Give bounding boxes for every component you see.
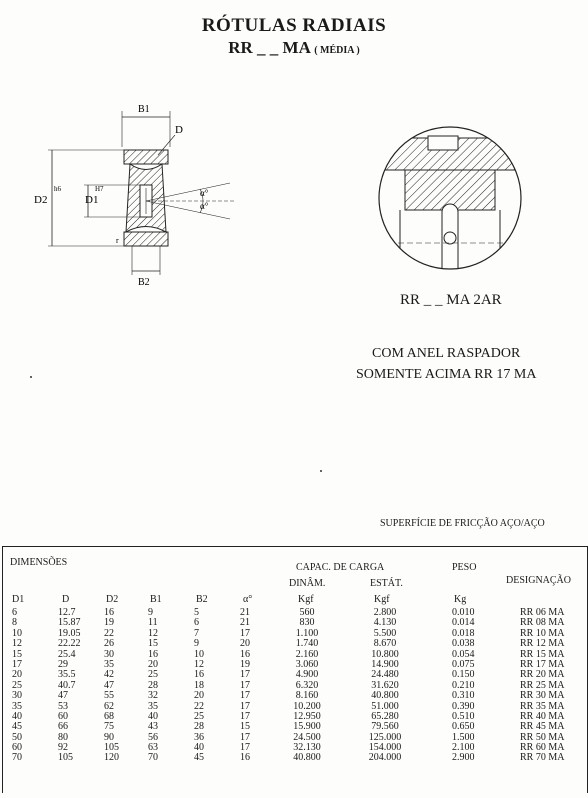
table-cell: 50 xyxy=(12,731,22,743)
column-b2 xyxy=(194,608,224,764)
table-cell: 16 xyxy=(194,669,204,681)
table-cell: 56 xyxy=(148,731,158,743)
table-cell: 5.500 xyxy=(373,627,397,639)
table-cell: 0.018 xyxy=(452,627,475,639)
table-cell: RR 10 MA xyxy=(520,627,565,639)
table-cell: RR 17 MA xyxy=(520,658,565,670)
series-variant: ( MÉDIA ) xyxy=(314,45,360,56)
column-weight xyxy=(452,608,492,764)
column-d1 xyxy=(12,608,42,764)
table-cell: 40 xyxy=(194,742,204,754)
header-load-dynamic: DINÂM. xyxy=(289,578,326,589)
table-cell: 30 xyxy=(104,648,114,660)
table-cell: 68 xyxy=(104,710,114,722)
col-header-alpha: α° xyxy=(243,594,253,605)
table-cell: 10 xyxy=(194,648,204,660)
column-static-load xyxy=(360,608,410,764)
table-cell: 17 xyxy=(240,627,250,639)
scraper-detail-drawing xyxy=(370,118,530,278)
label-alpha-top: α° xyxy=(200,188,209,198)
table-cell: 3.060 xyxy=(295,658,319,670)
table-cell: 45 xyxy=(194,752,204,764)
header-dimensions: DIMENSÕES xyxy=(10,557,68,568)
table-cell: 8 xyxy=(12,617,17,629)
table-cell: 35 xyxy=(12,700,22,712)
scan-speck xyxy=(30,376,32,378)
table-cell: RR 50 MA xyxy=(520,731,565,743)
table-cell: 53 xyxy=(58,700,68,712)
detail-note-line1: COM ANEL RASPADOR xyxy=(372,346,521,361)
table-cell: 16 xyxy=(104,607,114,618)
table-cell: 12 xyxy=(194,658,204,670)
table-cell: 0.390 xyxy=(452,700,475,712)
table-cell: 17 xyxy=(240,669,250,681)
table-cell: 0.210 xyxy=(452,679,475,691)
table-cell: 12.950 xyxy=(293,710,321,722)
label-d2: D2 xyxy=(34,194,48,206)
table-cell: 12 xyxy=(12,638,22,650)
table-cell: 19.05 xyxy=(58,627,81,639)
table-cell: RR 25 MA xyxy=(520,679,565,691)
table-cell: 204.000 xyxy=(368,752,402,764)
table-cell: 20 xyxy=(194,690,204,702)
table-cell: 17 xyxy=(240,679,250,691)
table-cell: 1.100 xyxy=(295,627,319,639)
table-cell: 21 xyxy=(240,617,250,629)
table-cell: 16 xyxy=(148,648,158,660)
detail-model: RR _ _ MA 2AR xyxy=(400,292,502,308)
table-cell: 22.22 xyxy=(58,638,81,650)
table-cell: 0.310 xyxy=(452,690,475,702)
table-cell: 60 xyxy=(58,710,68,722)
table-cell: 75 xyxy=(104,721,114,733)
table-cell: 24.480 xyxy=(371,669,399,681)
table-cell: 55 xyxy=(104,690,114,702)
table-cell: 0.014 xyxy=(452,617,475,629)
table-cell: 0.054 xyxy=(452,648,475,660)
table-cell: 63 xyxy=(148,742,158,754)
label-alpha-bottom: α° xyxy=(200,201,209,211)
table-cell: 2.160 xyxy=(295,648,319,660)
page-title: RÓTULAS RADIAIS xyxy=(201,15,387,36)
table-cell: 2.800 xyxy=(373,607,397,618)
table-cell: RR 60 MA xyxy=(520,742,565,754)
table-cell: 36 xyxy=(194,731,204,743)
table-cell: 6.320 xyxy=(295,679,319,691)
table-cell: 21 xyxy=(240,607,250,618)
label-h7: H7 xyxy=(95,185,104,193)
table-cell: 20 xyxy=(148,658,158,670)
table-cell: 66 xyxy=(58,721,68,733)
table-cell: 62 xyxy=(104,700,114,712)
col-header-d2: D2 xyxy=(106,594,119,605)
table-cell: 35 xyxy=(104,658,114,670)
table-cell: 105 xyxy=(58,752,73,764)
detail-note-line2: SOMENTE ACIMA RR 17 MA xyxy=(356,367,537,382)
column-alpha xyxy=(240,608,270,764)
column-dynamic-load xyxy=(282,608,332,764)
table-cell: 0.650 xyxy=(452,721,475,733)
table-cell: 0.150 xyxy=(452,669,475,681)
table-cell: 25 xyxy=(194,710,204,722)
table-cell: RR 15 MA xyxy=(520,648,565,660)
table-cell: 15 xyxy=(148,638,158,650)
table-cell: RR 12 MA xyxy=(520,638,565,650)
table-cell: 42 xyxy=(104,669,114,681)
table-cell: RR 20 MA xyxy=(520,669,565,681)
table-cell: 17 xyxy=(240,742,250,754)
table-cell: 11 xyxy=(148,617,158,629)
col-header-d1: D1 xyxy=(12,594,25,605)
col-header-kg: Kg xyxy=(454,594,467,605)
table-cell: 25 xyxy=(148,669,158,681)
table-cell: 16 xyxy=(240,648,250,660)
table-cell: 15.87 xyxy=(58,617,81,629)
table-cell: 120 xyxy=(104,752,119,764)
table-cell: 28 xyxy=(148,679,158,691)
table-cell: 2.900 xyxy=(452,752,475,764)
table-cell: 47 xyxy=(58,690,68,702)
table-cell: 10.800 xyxy=(371,648,399,660)
column-designation xyxy=(520,608,584,764)
col-header-kgf-dynamic: Kgf xyxy=(298,594,314,605)
table-cell: 29 xyxy=(58,658,68,670)
table-cell: 35 xyxy=(148,700,158,712)
table-cell: 17 xyxy=(240,731,250,743)
table-cell: 25.4 xyxy=(58,648,76,660)
column-d xyxy=(58,608,98,764)
table-cell: 20 xyxy=(240,638,250,650)
table-cell: 10.200 xyxy=(293,700,321,712)
label-b1: B1 xyxy=(138,104,150,115)
table-cell: 70 xyxy=(12,752,22,764)
table-cell: 1.500 xyxy=(452,731,475,743)
header-weight: PESO xyxy=(452,562,477,573)
column-b1 xyxy=(148,608,178,764)
table-cell: 1.740 xyxy=(295,638,319,650)
table-cell: 0.010 xyxy=(452,607,475,618)
table-cell: 25 xyxy=(12,679,22,691)
table-cell: 2.100 xyxy=(452,742,475,754)
cross-section-drawing xyxy=(0,95,250,295)
table-cell: 60 xyxy=(12,742,22,754)
table-cell: 40 xyxy=(12,710,22,722)
label-h6: h6 xyxy=(54,185,61,193)
table-cell: 9 xyxy=(148,607,153,618)
table-cell: 12 xyxy=(148,627,158,639)
table-cell: RR 06 MA xyxy=(520,607,565,618)
table-cell: 31.620 xyxy=(371,679,399,691)
table-cell: 19 xyxy=(104,617,114,629)
table-cell: 9 xyxy=(194,638,199,650)
header-designation: DESIGNAÇÃO xyxy=(506,575,571,586)
table-cell: 18 xyxy=(194,679,204,691)
table-cell: 6 xyxy=(12,607,17,618)
table-cell: 7 xyxy=(194,627,199,639)
table-cell: 26 xyxy=(104,638,114,650)
table-cell: 32.130 xyxy=(293,742,321,754)
col-header-kgf-static: Kgf xyxy=(374,594,390,605)
series-code: RR _ _ MA xyxy=(228,38,310,57)
table-cell: 17 xyxy=(12,658,22,670)
col-header-b2: B2 xyxy=(196,594,208,605)
table-cell: RR 70 MA xyxy=(520,752,565,764)
table-cell: 125.000 xyxy=(368,731,402,743)
table-cell: 6 xyxy=(194,617,199,629)
table-cell: 560 xyxy=(299,607,315,618)
table-cell: 0.075 xyxy=(452,658,475,670)
table-cell: 8.670 xyxy=(373,638,397,650)
table-cell: 12.7 xyxy=(58,607,76,618)
friction-surface-note: SUPERFÍCIE DE FRICÇÃO AÇO/AÇO xyxy=(380,518,545,529)
table-cell: 79.560 xyxy=(371,721,399,733)
table-cell: 92 xyxy=(58,742,68,754)
label-r: r xyxy=(116,236,119,245)
table-cell: 43 xyxy=(148,721,158,733)
table-cell: RR 40 MA xyxy=(520,710,565,722)
table-cell: RR 35 MA xyxy=(520,700,565,712)
table-cell: 19 xyxy=(240,658,250,670)
table-cell: 17 xyxy=(240,690,250,702)
table-cell: 24.500 xyxy=(293,731,321,743)
col-header-d: D xyxy=(62,594,70,605)
table-cell: 830 xyxy=(299,617,315,629)
table-cell: 35.5 xyxy=(58,669,76,681)
table-cell: 0.038 xyxy=(452,638,475,650)
table-cell: 0.510 xyxy=(452,710,475,722)
table-cell: 90 xyxy=(104,731,114,743)
table-cell: 40.800 xyxy=(371,690,399,702)
table-cell: 4.900 xyxy=(295,669,319,681)
page-subtitle xyxy=(0,38,588,58)
label-d1: D1 xyxy=(85,194,99,206)
table-cell: 8.160 xyxy=(295,690,319,702)
table-cell: 40 xyxy=(148,710,158,722)
table-cell: 22 xyxy=(104,627,114,639)
table-cell: 70 xyxy=(148,752,158,764)
header-load-capacity: CAPAC. DE CARGA xyxy=(296,562,385,573)
table-cell: 65.280 xyxy=(371,710,399,722)
table-cell: 32 xyxy=(148,690,158,702)
table-cell: 16 xyxy=(240,752,250,764)
table-cell: 47 xyxy=(104,679,114,691)
table-cell: 40.800 xyxy=(293,752,321,764)
table-cell: 80 xyxy=(58,731,68,743)
table-cell: 51.000 xyxy=(371,700,399,712)
table-cell: 17 xyxy=(240,700,250,712)
table-cell: 17 xyxy=(240,710,250,722)
table-cell: RR 45 MA xyxy=(520,721,565,733)
label-b2: B2 xyxy=(138,277,150,288)
table-cell: RR 08 MA xyxy=(520,617,565,629)
table-cell: 10 xyxy=(12,627,22,639)
table-cell: 40.7 xyxy=(58,679,76,691)
label-d: D xyxy=(175,124,183,136)
table-cell: 45 xyxy=(12,721,22,733)
table-cell: 15.900 xyxy=(293,721,321,733)
table-cell: 15 xyxy=(12,648,22,660)
column-d2 xyxy=(104,608,134,764)
table-cell: RR 30 MA xyxy=(520,690,565,702)
scan-speck xyxy=(320,470,322,472)
table-cell: 30 xyxy=(12,690,22,702)
table-cell: 15 xyxy=(240,721,250,733)
col-header-b1: B1 xyxy=(150,594,162,605)
table-cell: 22 xyxy=(194,700,204,712)
table-cell: 154.000 xyxy=(368,742,402,754)
table-cell: 5 xyxy=(194,607,199,618)
table-cell: 28 xyxy=(194,721,204,733)
table-cell: 4.130 xyxy=(373,617,397,629)
header-load-static: ESTÁT. xyxy=(370,578,403,589)
table-cell: 14.900 xyxy=(371,658,399,670)
table-cell: 20 xyxy=(12,669,22,681)
table-cell: 105 xyxy=(104,742,119,754)
